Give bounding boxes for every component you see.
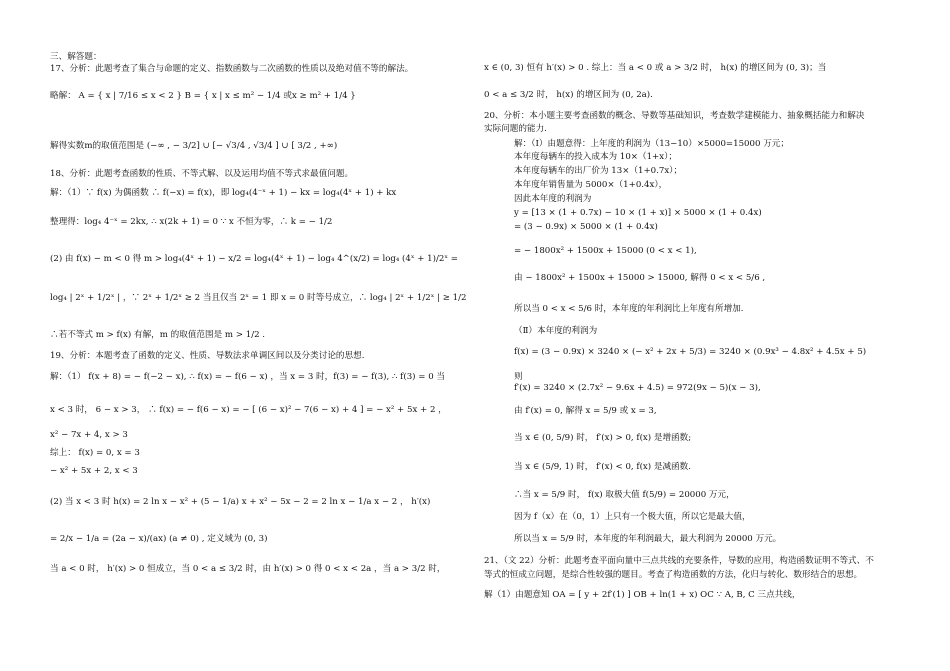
left-line-18: 当 a < 0 时， h′(x) > 0 恒成立，当 0 < a ≤ 3/2 时，由 h′(x) > 0 得 0 < x < 2a ，当 a > 3/2 时， [50, 564, 446, 574]
right-line-23: 所以当 x = 5/9 时，本年度的年利润最大，最大利润为 20000 万元。 [514, 534, 782, 544]
right-line-7: 本年度年销售量为 5000×（1+0.4x）， [514, 180, 668, 190]
left-line-8: log₄ | 2ˣ + 1/2ˣ | ，∵ 2ˣ + 1/2ˣ ≥ 2 当且仅当 2ˣ = 1 即 x = 0 时等号成立，∴ log₄ | 2ˣ + 1/2ˣ | ≥ 1/2 [50, 293, 467, 303]
right-line-12: 由 − 1800x² + 1500x + 15000 > 15000, 解得 0 < x < 5/6 , [514, 273, 766, 283]
left-line-14: 综上： f(x) = 0, x = 3 [50, 448, 140, 458]
left-line-5: 解：（1）∵ f(x) 为偶函数 ∴ f(−x) = f(x)，即 log₄(4⁻ˣ + 1) − kx = log₄(4ˣ + 1) + kx [50, 188, 397, 198]
right-line-0: x ∈ (0, 3) 恒有 h′(x) > 0 . 综上：当 a < 0 或 a > 3/2 时， h(x) 的增区间为 (0, 3)；当 [484, 63, 827, 73]
right-line-24: 21、（文 22）分析：此题考查平面向量中三点共线的充要条件，导数的应用，构造函数证明不等式、不 [484, 556, 874, 566]
right-line-10: = (3 − 0.9x) × 5000 × (1 + 0.4x) [514, 222, 658, 232]
left-line-3: 解得实数m的取值范围是 (−∞ , − 3/2] ∪ [− √3/4 , √3/4 ] ∪ [ 3/2 , +∞) [50, 141, 338, 151]
left-line-13: x² − 7x + 4, x > 3 [50, 430, 128, 440]
right-line-2: 20、分析：本小题主要考查函数的概念、导数等基础知识，考查数学建模能力、抽象概括能力和解决 [484, 111, 865, 121]
right-line-26: 解（1）由题意知 OA = [ y + 2f′(1) ] OB + ln(1 + x) OC ∵ A, B, C 三点共线， [484, 590, 801, 600]
right-line-11: = − 1800x² + 1500x + 15000 (0 < x < 1), [514, 246, 697, 256]
right-line-9: y = [13 × (1 + 0.7x) − 10 × (1 + x)] × 5000 × (1 + 0.4x) [514, 208, 762, 218]
right-column [484, 0, 914, 671]
right-line-6: 本年度每辆车的出厂价为 13×（1+0.7x）； [514, 166, 683, 176]
right-line-3: 实际问题的能力. [484, 124, 547, 134]
right-line-16: 则 [514, 372, 523, 382]
left-column [50, 0, 480, 671]
left-line-4: 18、分析：此题考查函数的性质、不等式解、以及运用均值不等式求最值问题。 [50, 169, 354, 179]
right-line-18: 由 f′(x) = 0, 解得 x = 5/9 或 x = 3, [514, 406, 657, 416]
left-line-9: ∴若不等式 m > f(x) 有解，m 的取值范围是 m > 1/2 . [50, 330, 266, 340]
left-line-11: 解：（1） f(x + 8) = − f(−2 − x), ∴ f(x) = − f(6 − x) ，当 x = 3 时，f(3) = − f(3), ∴ f(3) = 0 当 [50, 372, 445, 382]
left-line-15: − x² + 5x + 2, x < 3 [50, 466, 138, 476]
right-line-17: f′(x) = 3240 × (2.7x² − 9.6x + 4.5) = 972(9x − 5)(x − 3), [514, 383, 761, 393]
left-line-16: (2) 当 x < 3 时 h(x) = 2 ln x − x² + (5 − 1/a) x + x² − 5x − 2 = 2 ln x − 1/a x − 2 ， h′(x) [50, 497, 431, 507]
right-line-19: 当 x ∈ (0, 5/9) 时， f′(x) > 0, f(x) 是增函数; [514, 433, 692, 443]
left-line-2: 略解： A = { x | 7/16 ≤ x < 2 } B = { x | x ≤ m² − 1/4 或x ≥ m² + 1/4 } [50, 91, 356, 101]
right-line-5: 本年度每辆车的投入成本为 10×（1+x）； [514, 152, 677, 162]
left-line-12: x < 3 时， 6 − x > 3， ∴ f(x) = − f(6 − x) = − [ (6 − x)² − 7(6 − x) + 4 ] = − x² + 5x + 2 ， [50, 405, 447, 415]
right-line-13: 所以当 0 < x < 5/6 时，本年度的年利润比上年度有所增加. [514, 304, 744, 314]
left-line-6: 整理得：log₄ 4⁻ˣ = 2kx, ∴ x(2k + 1) = 0 ∵ x 不恒为零，∴ k = − 1/2 [50, 217, 333, 227]
right-line-20: 当 x ∈ (5/9, 1) 时， f′(x) < 0, f(x) 是减函数. [514, 462, 691, 472]
left-line-1: 17、分析：此题考查了集合与命题的定义、指数函数与二次函数的性质以及绝对值不等的解法。 [50, 64, 414, 74]
right-line-25: 等式的恒成立问题，是综合性较强的题目。考查了构造函数的方法，化归与转化、数形结合的思想。 [484, 570, 863, 580]
left-line-7: (2) 由 f(x) − m < 0 得 m > log₄(4ˣ + 1) − x/2 = log₄(4ˣ + 1) − log₄ 4^(x/2) = log₄ (4ˣ + 1)/2ˣ = [50, 254, 458, 264]
left-line-10: 19、分析：本题考查了函数的定义、性质、导数法求单调区间以及分类讨论的思想. [50, 351, 365, 361]
right-line-1: 0 < a ≤ 3/2 时， h(x) 的增区间为 (0, 2a). [484, 90, 653, 100]
left-line-0: 三、解答题： [50, 52, 102, 62]
left-line-17: = 2/x − 1/a = (2a − x)/(ax) (a ≠ 0) , 定义域为 (0, 3) [50, 534, 268, 544]
right-line-21: ∴当 x = 5/9 时， f(x) 取极大值 f(5/9) = 20000 万元， [514, 490, 735, 500]
right-line-15: f(x) = (3 − 0.9x) × 3240 × (− x² + 2x + 5/3) = 3240 × (0.9x³ − 4.8x² + 4.5x + 5) [514, 347, 867, 357]
right-line-22: 因为 f（x）在（0，1）上只有一个极大值，所以它是最大值， [514, 512, 751, 522]
right-line-4: 解：（I）由题意得：上年度的利润为（13−10）×5000=15000 万元； [514, 139, 789, 149]
right-line-8: 因此本年度的利润为 [514, 194, 592, 204]
right-line-14: （Ⅱ）本年度的利润为 [514, 326, 598, 336]
